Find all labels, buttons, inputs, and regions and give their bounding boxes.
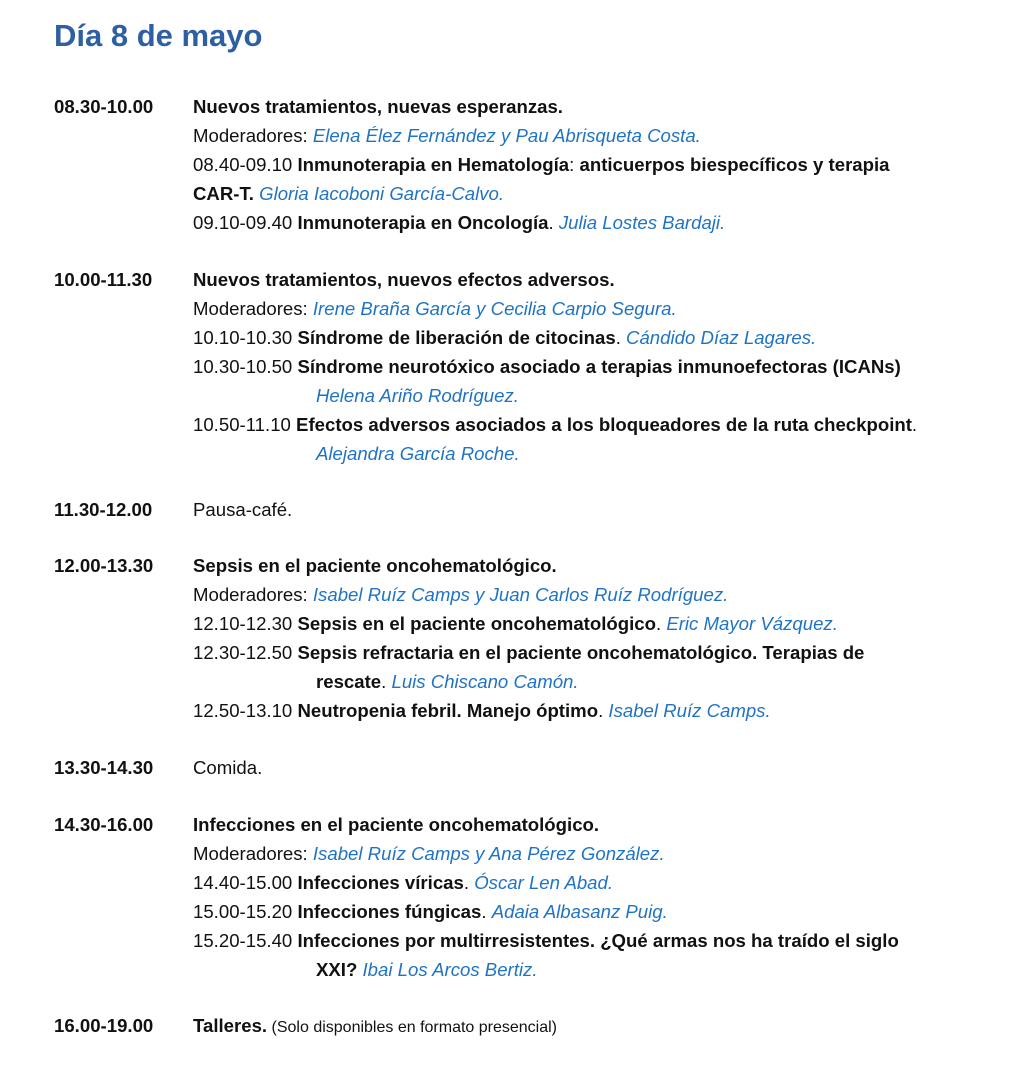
talk-speaker: Luis Chiscano Camón. — [391, 671, 579, 692]
talk-title: Síndrome neurotóxico asociado a terapias inmunoefectoras (ICANs) — [297, 356, 901, 377]
lunch-label: Comida. — [193, 757, 263, 778]
session-time: 08.30-10.00 — [54, 96, 154, 117]
talk-title-end: CAR-T. — [193, 183, 254, 204]
talk-sep: . — [598, 700, 609, 721]
talk-title: Efectos adversos asociados a los bloqueadores de la ruta checkpoint — [296, 414, 912, 435]
talk-title-end: XXI? — [316, 959, 358, 980]
talk-title: Sepsis refractaria en el paciente oncohematológico. Terapias de — [297, 642, 865, 663]
talk-sep: . — [481, 901, 492, 922]
moderator-names: Isabel Ruíz Camps y Juan Carlos Ruíz Rodríguez. — [312, 584, 729, 605]
session-time: 14.30-16.00 — [54, 814, 154, 835]
session-title: Talleres. — [193, 1015, 268, 1036]
talk-title-cont: anticuerpos biespecíficos y terapia — [579, 154, 890, 175]
talk-sep: . — [381, 671, 392, 692]
talk-speaker: Helena Ariño Rodríguez. — [316, 385, 519, 406]
talk-time: 14.40-15.00 — [193, 872, 293, 893]
talk-time: 09.10-09.40 — [193, 212, 293, 233]
talk-time: 12.30-12.50 — [193, 642, 293, 663]
talk-title: Inmunoterapia en Hematología — [297, 154, 570, 175]
talk-sep: . — [548, 212, 559, 233]
talk-sep: . — [615, 327, 627, 348]
break-label: Pausa-café. — [193, 499, 293, 520]
talk-title: Infecciones fúngicas — [297, 901, 482, 922]
talk-title-end: rescate — [316, 671, 382, 692]
moderators-label: Moderadores: — [193, 298, 313, 319]
talk-time: 08.40-09.10 — [193, 154, 293, 175]
session-title: Infecciones en el paciente oncohematológico. — [193, 814, 600, 835]
talk-title: Sepsis en el paciente oncohematológico — [297, 613, 656, 634]
talk-speaker: Ibai Los Arcos Bertiz. — [362, 959, 538, 980]
moderator-names: Elena Élez Fernández y Pau Abrisqueta Costa. — [312, 125, 701, 146]
talk-speaker: Gloria Iacoboni García-Calvo. — [259, 183, 505, 204]
session-time: 16.00-19.00 — [54, 1015, 154, 1036]
session-title: Sepsis en el paciente oncohematológico. — [193, 555, 557, 576]
talk-time: 15.00-15.20 — [193, 901, 293, 922]
talk-speaker: Eric Mayor Vázquez. — [666, 613, 838, 634]
talk-title: Síndrome de liberación de citocinas — [297, 327, 616, 348]
talk-speaker: Alejandra García Roche. — [316, 443, 520, 464]
talk-title: Infecciones por multirresistentes. ¿Qué armas nos ha traído el siglo — [297, 930, 899, 951]
session-note: (Solo disponibles en formato presencial) — [267, 1019, 558, 1036]
talk-title: Neutropenia febril. Manejo óptimo — [297, 700, 599, 721]
moderators-label: Moderadores: — [193, 584, 313, 605]
talk-time: 10.50-11.10 — [193, 414, 291, 435]
talk-speaker: Óscar Len Abad. — [474, 872, 614, 893]
talk-speaker: Adaia Albasanz Puig. — [491, 901, 668, 922]
talk-sep: . — [463, 872, 475, 893]
moderators-label: Moderadores: — [193, 843, 313, 864]
moderator-names: Isabel Ruíz Camps y Ana Pérez González. — [312, 843, 665, 864]
moderators-label: Moderadores: — [193, 125, 313, 146]
session-time: 12.00-13.30 — [54, 555, 154, 576]
talk-time: 12.50-13.10 — [193, 700, 293, 721]
talk-time: 15.20-15.40 — [193, 930, 293, 951]
talk-title: Infecciones víricas — [297, 872, 464, 893]
talk-title: Inmunoterapia en Oncología — [297, 212, 549, 233]
talk-sep: . — [655, 613, 667, 634]
talk-sep: . — [911, 414, 918, 435]
talk-speaker: Cándido Díaz Lagares. — [626, 327, 817, 348]
session-time: 10.00-11.30 — [54, 269, 153, 290]
talk-time: 12.10-12.30 — [193, 613, 293, 634]
session-title: Nuevos tratamientos, nuevas esperanzas. — [193, 96, 563, 117]
talk-time: 10.30-10.50 — [193, 356, 293, 377]
session-time: 11.30-12.00 — [54, 499, 153, 520]
talk-time: 10.10-10.30 — [193, 327, 293, 348]
day-title: Día 8 de mayo — [54, 18, 263, 53]
talk-speaker: Julia Lostes Bardaji. — [558, 212, 726, 233]
moderator-names: Irene Braña García y Cecilia Carpio Segura. — [312, 298, 677, 319]
talk-title-sep: : — [569, 154, 580, 175]
talk-speaker: Isabel Ruíz Camps. — [608, 700, 771, 721]
session-time: 13.30-14.30 — [54, 757, 154, 778]
session-title: Nuevos tratamientos, nuevos efectos adversos. — [193, 269, 615, 290]
